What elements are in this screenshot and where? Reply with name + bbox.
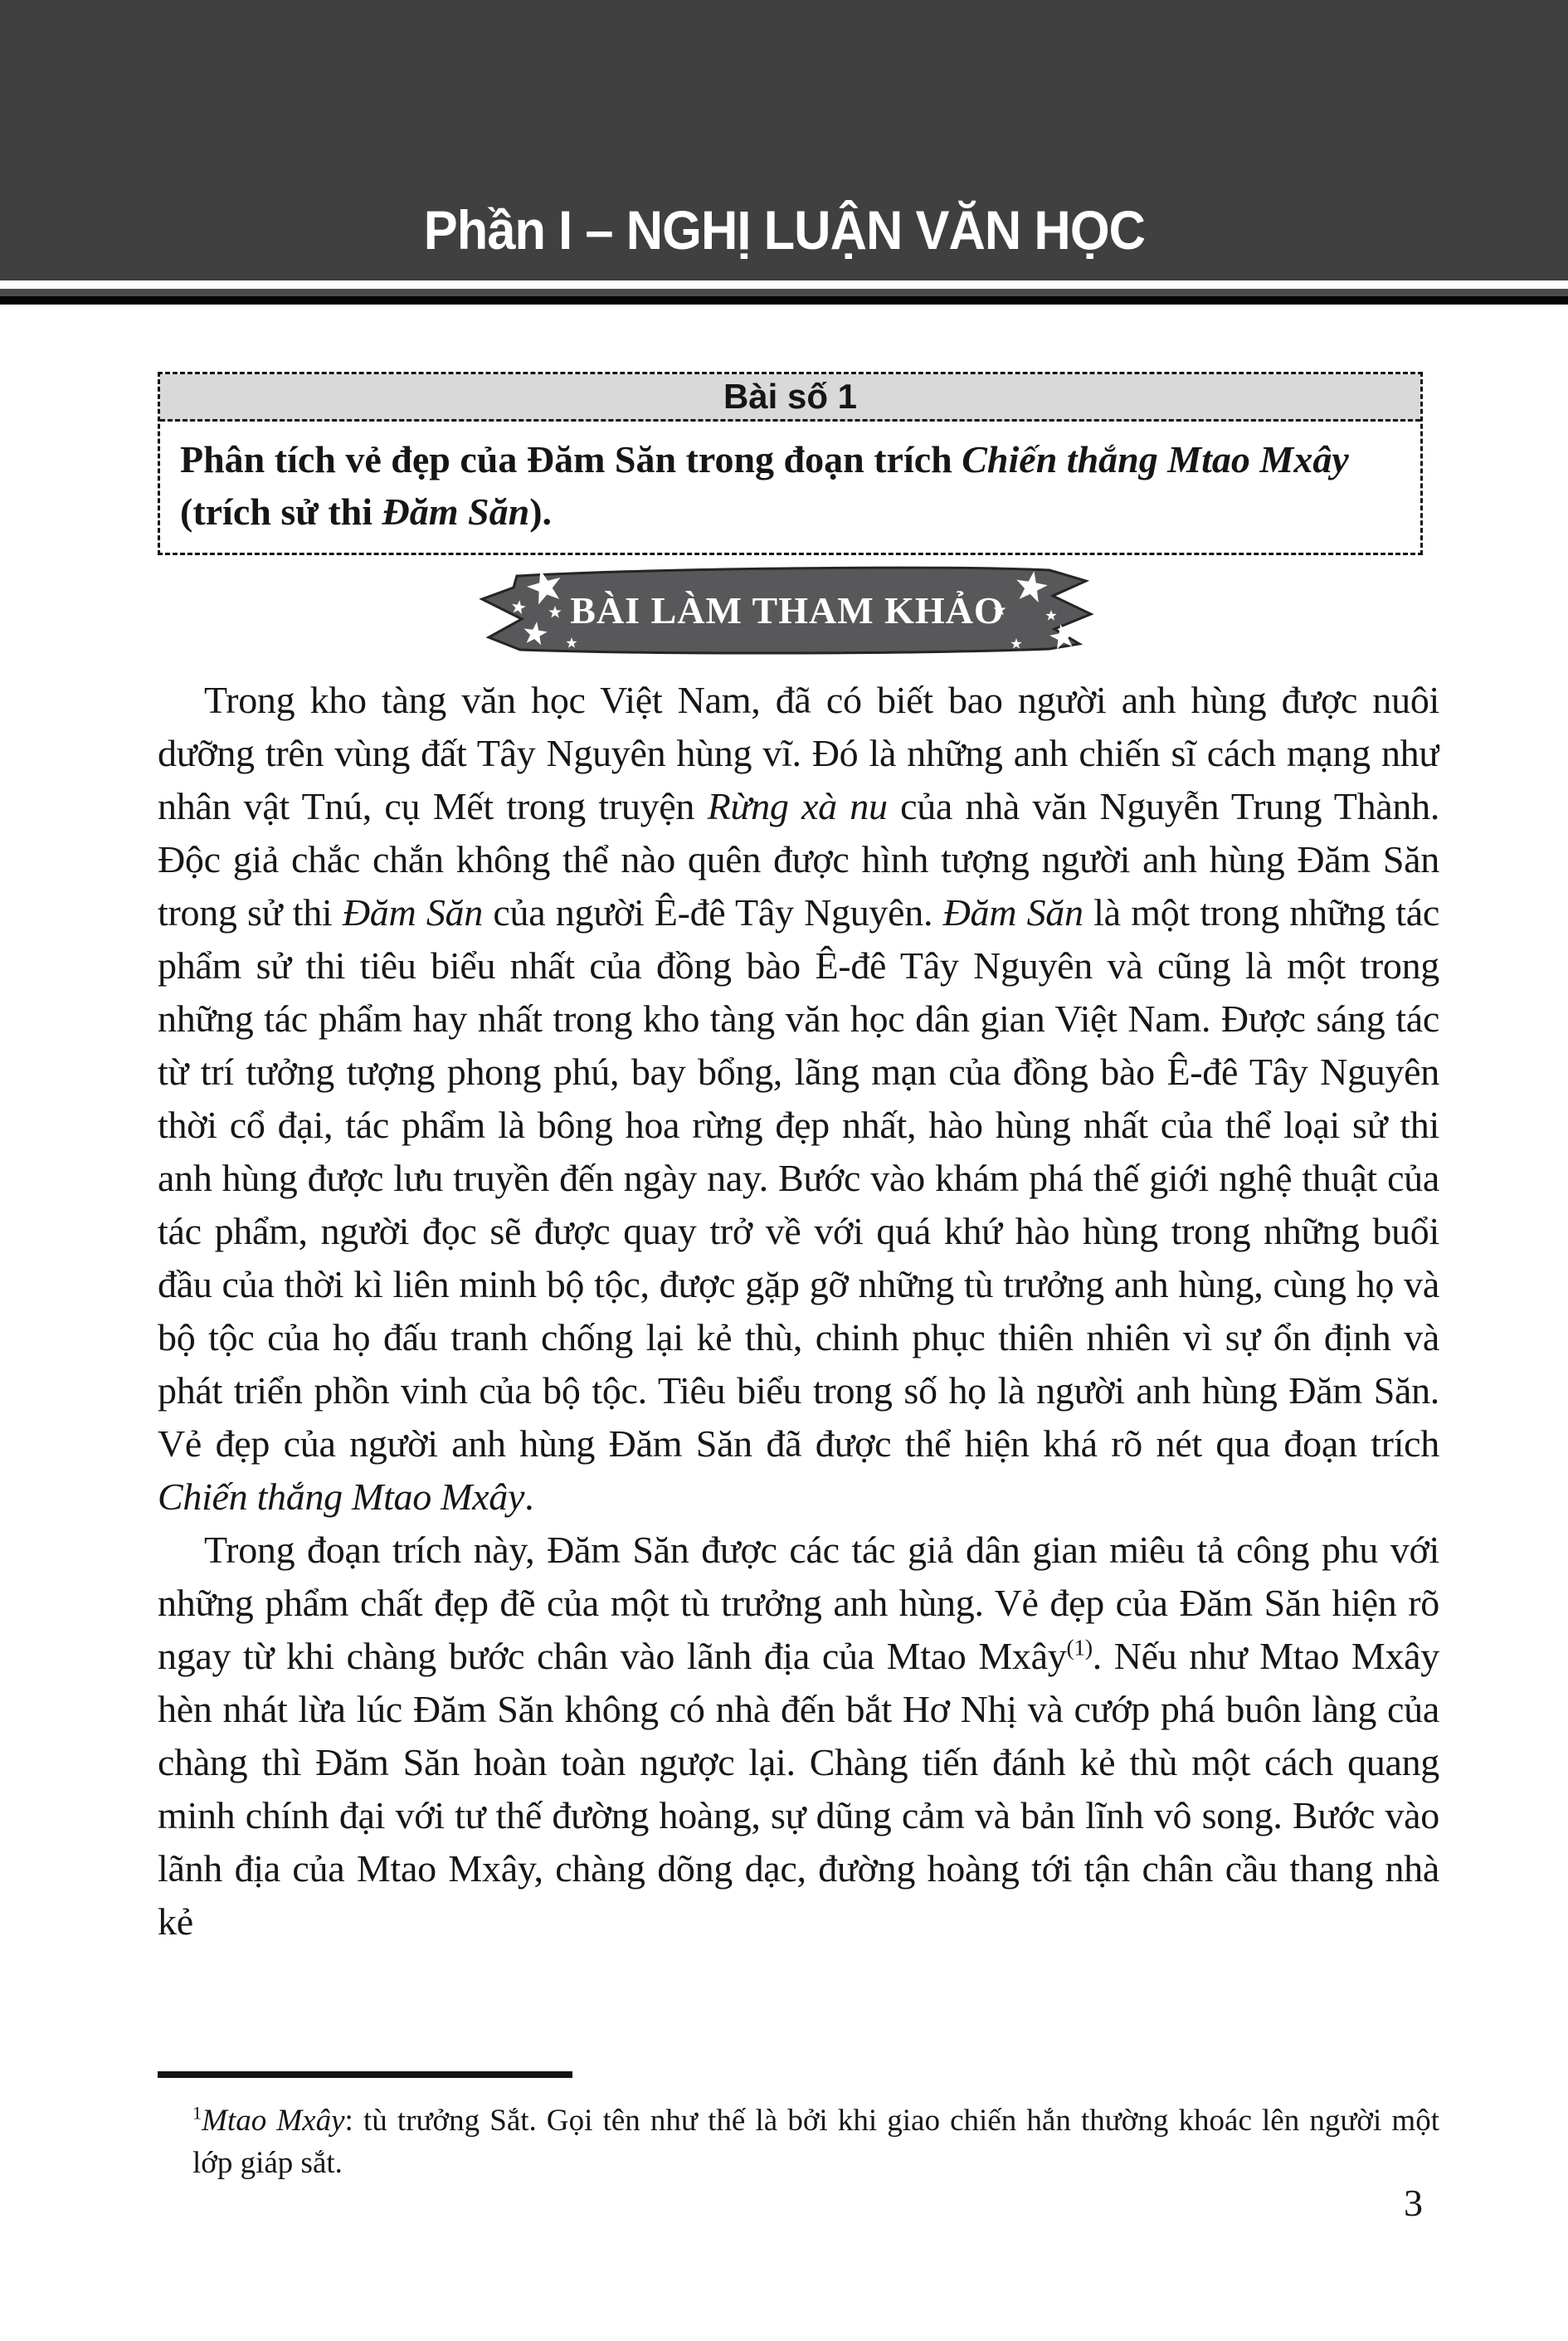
ribbon-graphic: [469, 563, 1099, 656]
reference-essay-banner: [469, 563, 1099, 656]
chapter-title: Phần I – NGHỊ LUẬN VĂN HỌC: [423, 199, 1145, 261]
banner-label: BÀI LÀM THAM KHẢO: [570, 589, 1005, 632]
header-divider-gray-line: [0, 289, 1568, 296]
chapter-header-band: [0, 0, 1568, 280]
header-divider-gap: [0, 280, 1568, 289]
footnote-area: [158, 2071, 1439, 2184]
footnote-separator-rule: [158, 2071, 572, 2078]
page-number: 3: [1404, 2182, 1423, 2224]
header-divider-black-line: [0, 296, 1568, 305]
footnote-text: $^1$Mtao Mxây: tù trưởng Sắt. Gọi tên như thế là bởi khi giao chiến hắn thường khoác lên người một lớp giáp sắt.: [192, 2102, 1439, 2180]
exercise-prompt: Phân tích vẻ đẹp của Đăm Săn trong đoạn trích Chiến thắng Mtao Mxây (trích sử thi Đăm Săn).: [180, 438, 1349, 533]
exercise-box: [158, 372, 1423, 555]
essay-body: [158, 674, 1439, 2065]
essay-paragraph: Trong đoạn trích này, Đăm Săn được các tác giả dân gian miêu tả công phu với những phẩm chất đẹp đẽ của một tù trưởng anh hùng. Vẻ đẹp của Đăm Săn hiện rõ ngay từ khi chàng bước chân vào lãnh địa của Mtao Mxây$^{(1)}$. Nếu như Mtao Mxây hèn nhát lừa lúc Đăm Săn không có nhà đến bắt Hơ Nhị và cướp phá buôn làng của chàng thì Đăm Săn hoàn toàn ngược lại. Chàng tiến đánh kẻ thù một cách quang minh chính đại với tư thế đường hoàng, sự dũng cảm và bản lĩnh vô song. Bước vào lãnh địa của Mtao Mxây, chàng dõng dạc, đường hoàng tới tận chân cầu thang nhà kẻ: [158, 1529, 1439, 1943]
essay-paragraph: Trong kho tàng văn học Việt Nam, đã có biết bao người anh hùng được nuôi dưỡng trên vùng đất Tây Nguyên hùng vĩ. Đó là những anh chiến sĩ cách mạng như nhân vật Tnú, cụ Mết trong truyện Rừng xà nu của nhà văn Nguyễn Trung Thành. Độc giả chắc chắn không thể nào quên được hình tượng người anh hùng Đăm Săn trong sử thi Đăm Săn của người Ê-đê Tây Nguyên. Đăm Săn là một trong những tác phẩm sử thi tiêu biểu nhất của đồng bào Ê-đê Tây Nguyên và cũng là một trong những tác phẩm hay nhất trong kho tàng văn học dân gian Việt Nam. Được sáng tác từ trí tưởng tượng phong phú, bay bổng, lãng mạn của đồng bào Ê-đê Tây Nguyên thời cổ đại, tác phẩm là bông hoa rừng đẹp nhất, hào hùng nhất của thể loại sử thi anh hùng được lưu truyền đến ngày nay. Bước vào khám phá thế giới nghệ thuật của tác phẩm, người đọc sẽ được quay trở về với quá khứ hào hùng trong những buổi đầu của thời kì liên minh bộ tộc, được gặp gỡ những tù trưởng anh hùng, cùng họ và bộ tộc của họ đấu tranh chống lại kẻ thù, chinh phục thiên nhiên vì sự ổn định và phát triển phồn vinh của bộ tộc. Tiêu biểu trong số họ là người anh hùng Đăm Săn. Vẻ đẹp của người anh hùng Đăm Săn đã được thể hiện khá rõ nét qua đoạn trích Chiến thắng Mtao Mxây.: [158, 679, 1439, 1518]
exercise-title: Bài số 1: [160, 374, 1420, 422]
